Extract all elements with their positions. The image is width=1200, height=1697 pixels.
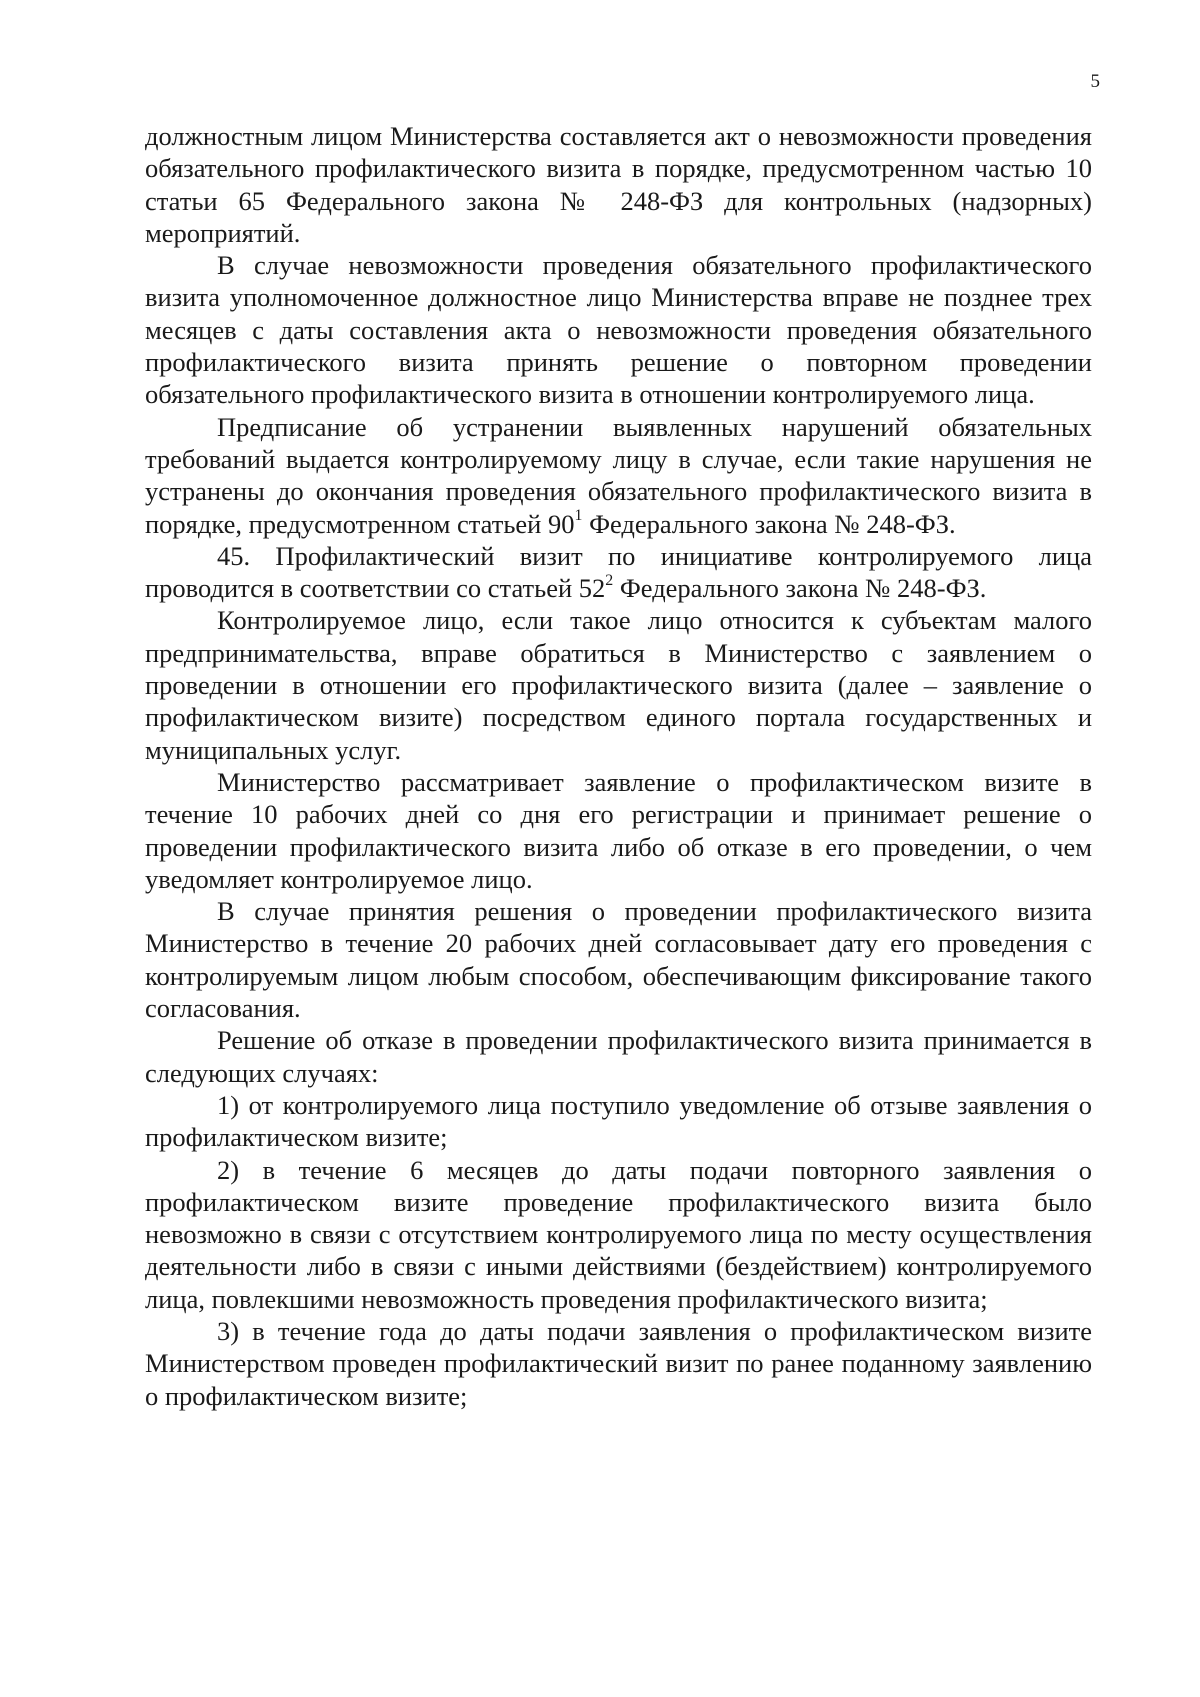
- superscript-article-52: 2: [605, 571, 614, 589]
- paragraph-item-45-main: 45. Профилактический визит по инициативе контролируемого лица проводится в соответствии со статьей 52: [145, 540, 1092, 604]
- paragraph-prescription-tail: Федерального закона № 248-ФЗ.: [582, 508, 956, 539]
- paragraph-review-period: Министерство рассматривает заявление о профилактическом визите в течение 10 рабочих дней со дня его регистрации и принимает решение о проведении профилактического визита либо об отказе в его проведении, о чем уведомляет контролируемое лицо.: [145, 766, 1092, 894]
- page-number: 5: [1090, 71, 1100, 92]
- superscript-article-90: 1: [574, 507, 583, 525]
- paragraph-act-of-impossibility: должностным лицом Министерства составляется акт о невозможности проведения обязательного профилактического визита в порядке, предусмотренном частью 10 статьи 65 Федерального закона № 248-ФЗ для контрольных (надзорных) мероприятий.: [145, 121, 1092, 248]
- paragraph-prescription-main: Предписание об устранении выявленных нарушений обязательных требований выдается контролируемому лицу в случае, если такие нарушения не устранены до окончания проведения обязательного профилактического визита в порядке, предусмотренном статьей 90: [145, 411, 1092, 539]
- list-item-2: 2) в течение 6 месяцев до даты подачи повторного заявления о профилактическом визите проведение профилактического визита было невозможно в связи с отсутствием контролируемого лица по месту осуществления деятельности либо в связи с иными действиями (бездействием) контролируемого лица, повлекшими невозможность проведения профилактического визита;: [145, 1154, 1092, 1314]
- paragraph-date-agreement: В случае принятия решения о проведении профилактического визита Министерство в течение 20 рабочих дней согласовывает дату его проведения с контролируемым лицом любым способом, обеспечивающим фиксирование такого согласования.: [145, 896, 1092, 1024]
- list-item-3: 3) в течение года до даты подачи заявления о профилактическом визите Министерством проведен профилактический визит по ранее поданному заявлению о профилактическом визите;: [145, 1315, 1092, 1411]
- paragraph-repeat-visit: В случае невозможности проведения обязательного профилактического визита уполномоченное должностное лицо Министерства вправе не позднее трех месяцев с даты составления акта о невозможности проведения обязательного профилактического визита принять решение о повторном проведении обязательного профилактического визита в отношении контролируемого лица.: [145, 250, 1092, 410]
- paragraph-item-45-tail: Федерального закона № 248-ФЗ.: [613, 573, 987, 604]
- document-body: [145, 120, 1092, 1412]
- paragraph-prescription: [145, 411, 1092, 540]
- paragraph-item-45: [145, 540, 1092, 605]
- paragraph-refusal-cases: Решение об отказе в проведении профилактического визита принимается в следующих случаях:: [145, 1025, 1092, 1088]
- paragraph-small-business-application: Контролируемое лицо, если такое лицо относится к субъектам малого предпринимательства, вправе обратиться в Министерство с заявлением о проведении в отношении его профилактического визита (далее – заявление о профилактическом визите) посредством единого портала государственных и муниципальных услуг.: [145, 605, 1092, 765]
- list-item-1: 1) от контролируемого лица поступило уведомление об отзыве заявления о профилактическом визите;: [145, 1089, 1092, 1153]
